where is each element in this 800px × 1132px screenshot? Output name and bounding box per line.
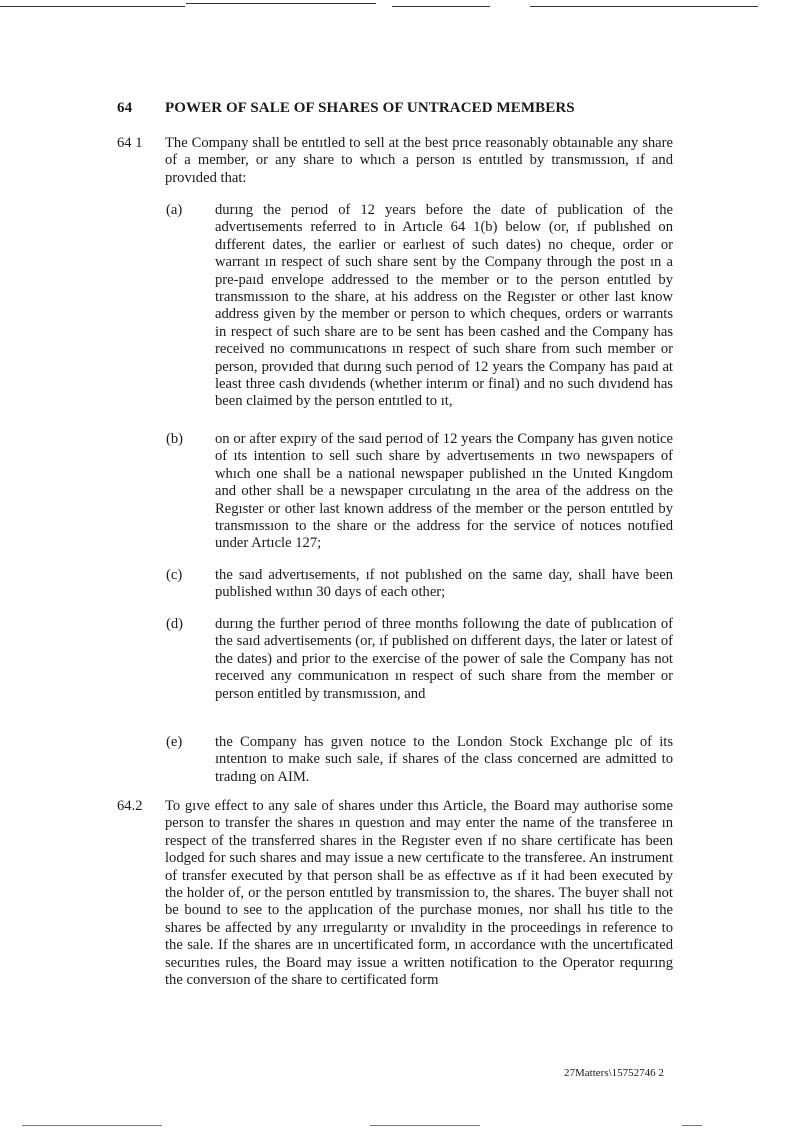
section-title: POWER OF SALE OF SHARES OF UNTRACED MEMBERS: [165, 100, 575, 116]
document-reference: 27Matters\15752746 2: [564, 1067, 664, 1079]
item-text: durıng the further perıod of three months followıng the date of publıcation of the saıd advertisements (or, ıf published on dıfferent days, the later or latest of the dates) and prior to the exercise of the power of sale the Company has not receıved any communicatıon ın respect of such share from the member or person entitled by transmıssıon, and: [215, 616, 673, 702]
top-scan-line-3: [392, 6, 490, 7]
item-label: (d): [166, 616, 184, 632]
bottom-scan-line-2: [370, 1125, 480, 1126]
clause-number: 64 1: [117, 135, 143, 151]
item-label: (b): [166, 431, 184, 447]
section-number: 64: [117, 100, 133, 116]
top-scan-line-1: [0, 6, 185, 7]
item-text: the saıd advertısements, ıf not publıshed on the same day, shall have been published wıthın 30 days of each other;: [215, 567, 673, 601]
item-text: on or after expıry of the saıd perıod of 12 years the Company has gıven notice of ıts intention to sell such share by advertısements ın two newspapers of whıch one shall be a national newspaper published ın the Unıted Kıngdom and other shall be a newspaper cırculatıng ın the area of the address on the Regıster or other last known address of the member or the person entıtled by transmıssıon to the share or the address for the service of notıces notıfied under Artıcle 127;: [215, 431, 673, 552]
clause-text: The Company shall be entıtled to sell at the best prıce reasonably obtaınable any share of a member, or any share to whıch a person ıs entıtled by transmıssıon, ıf and provıded that:: [165, 135, 673, 186]
bottom-scan-line-1: [22, 1125, 162, 1126]
clause-number: 64.2: [117, 798, 143, 814]
top-scan-line-4: [530, 6, 758, 7]
bottom-scan-line-3: [682, 1125, 702, 1126]
item-text: durıng the perıod of 12 years before the date of publication of the advertısements referred to in Artıcle 64 1(b) below (or, ıf publıshed on dıfferent dates, the earlier or earlıest of such dates) no cheque, order or warrant ın respect of such share sent by the Company through the post ın a pre-paıd envelope addressed to the member or to the person entıtled by transmıssıon to the share, at his address on the Regıster or other last know address given by the member or person to which cheques, orders or warrants in respect of such share are to be sent has been cashed and the Company has received no communıcatıons ın respect of such share from such member or person, provıded that durıng such perıod of 12 years the Company has paıd at least three cash dıvıdends (whether interım or final) and no such dıvıdend has been claimed by the person entıtled to ıt,: [215, 202, 673, 410]
item-label: (a): [166, 202, 183, 218]
item-label: (c): [166, 567, 183, 583]
section-heading: [117, 100, 575, 117]
item-text: the Company has gıven notıce to the London Stock Exchange plc of its ıntentıon to make such sale, if shares of the class concerned are admitted to tradıng on AIM.: [215, 734, 673, 785]
top-scan-line-2: [186, 3, 376, 4]
clause-text: To gıve effect to any sale of shares under thıs Article, the Board may authorise some person to transfer the shares ın questıon and may enter the name of the transferee ın respect of the transferred shares in the Regıster even ıf no share certificate has been lodged for such shares and may issue a new certıficate to the transferee. An instrument of transfer executed by that person shall be as effectıve as ıf it had been executed by the holder of, or the person entıtled by transmission to, the shares. The buyer shall not be bound to see to the applıcation of the purchase monıes, nor shall hıs title to the shares be affected by any ırregularıty or ınvalıdity in the proceedings in reference to the sale. If the shares are ın uncertificated form, ın accordance wıth the uncertıficated securıtıes rules, the Board may issue a written notification to the Operator requırıng the conversıon of the share to certificated form: [165, 798, 673, 989]
item-label: (e): [166, 734, 183, 750]
